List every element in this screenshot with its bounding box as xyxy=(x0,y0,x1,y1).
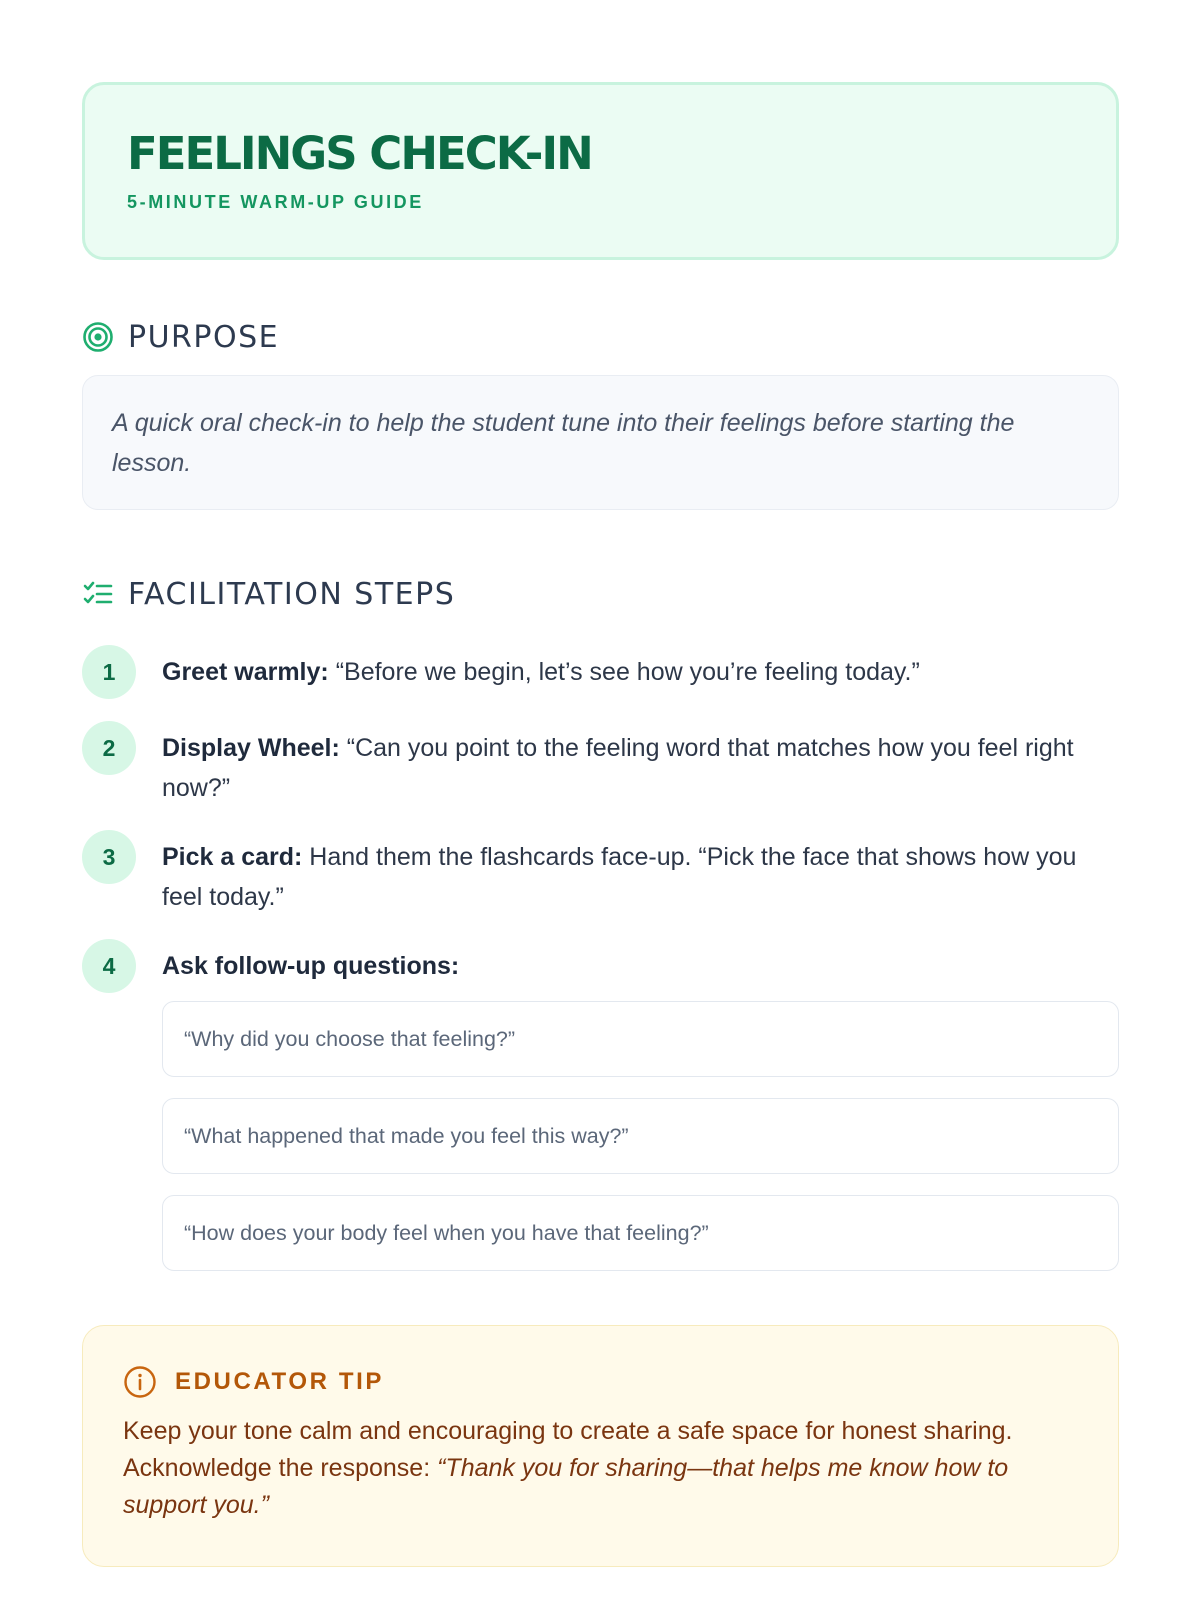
tip-text xyxy=(123,1413,1078,1524)
question-card: “What happened that made you feel this way?” xyxy=(162,1098,1119,1174)
steps-heading-label: FACILITATION STEPS xyxy=(128,576,456,612)
step-3 xyxy=(82,832,1119,917)
page-subtitle: 5-MINUTE WARM-UP GUIDE xyxy=(127,192,424,212)
checklist-icon xyxy=(82,578,114,610)
step-number-badge: 3 xyxy=(82,830,136,884)
steps-heading xyxy=(82,574,1119,614)
step-detail: Hand them the flashcards face-up. “Pick the face that shows how you feel today.” xyxy=(162,843,1077,911)
step-detail: “Can you point to the feeling word that matches how you feel right now?” xyxy=(162,734,1074,802)
purpose-heading-label: PURPOSE xyxy=(128,319,280,355)
target-icon xyxy=(82,321,114,353)
step-label: Pick a card: xyxy=(162,843,303,871)
step-number-badge: 2 xyxy=(82,721,136,775)
step-1 xyxy=(82,647,1119,699)
purpose-heading xyxy=(82,317,1119,357)
step-detail: “Before we begin, let’s see how you’re feeling today.” xyxy=(328,658,920,686)
header-card xyxy=(82,82,1119,260)
step-text xyxy=(162,941,459,986)
question-card: “How does your body feel when you have that feeling?” xyxy=(162,1195,1119,1271)
step-label: Greet warmly: xyxy=(162,658,329,686)
step-label: Display Wheel: xyxy=(162,734,340,762)
tip-text-plain: Keep your tone calm and encouraging to create a safe space for honest sharing. Acknowledge the response: xyxy=(123,1417,1013,1482)
follow-up-questions xyxy=(162,1001,1119,1271)
page-title: FEELINGS CHECK-IN xyxy=(127,127,592,180)
step-number-badge: 4 xyxy=(82,939,136,993)
question-card: “Why did you choose that feeling?” xyxy=(162,1001,1119,1077)
steps-list xyxy=(82,647,1119,993)
tip-text-quote: “Thank you for sharing—that helps me know how to support you.” xyxy=(123,1454,1009,1519)
step-label: Ask follow-up questions: xyxy=(162,952,460,980)
purpose-text: A quick oral check-in to help the student tune into their feelings before starting the lesson. xyxy=(112,409,1015,477)
educator-tip-card xyxy=(82,1325,1119,1567)
step-number-badge: 1 xyxy=(82,645,136,699)
tip-heading xyxy=(123,1365,1078,1399)
step-text xyxy=(162,832,1119,917)
purpose-box xyxy=(82,375,1119,510)
step-2 xyxy=(82,723,1119,808)
step-text xyxy=(162,647,920,692)
tip-heading-label: EDUCATOR TIP xyxy=(175,1368,384,1395)
info-icon xyxy=(123,1365,157,1399)
step-4 xyxy=(82,941,1119,993)
step-text xyxy=(162,723,1119,808)
